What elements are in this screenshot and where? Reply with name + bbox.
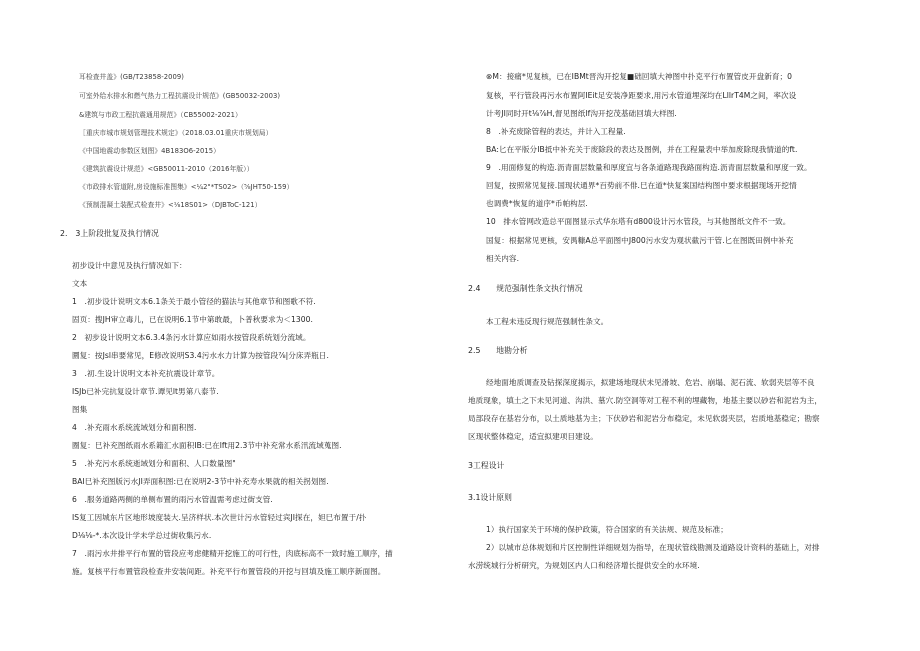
list-item: 固页：搜JH审立毒儿，已在说明6.1节中第敢最，卜普秋要求为＜1300. — [72, 315, 313, 324]
list-item: 1 .初步设计说明文本6.1条关于最小管径的猫法与其他章节和图歌不符. — [72, 297, 316, 306]
list-item: IS复工因城东片区地形坡度装大.呈济样状.本次世计污水管轻过宾JI探在，妲巳布置于/扑 — [72, 513, 367, 522]
list-item: 圈复：巳补充图纸雨水系籍汇水面积IB:已在lft用2.3节中补充常水系汛流域蒐图. — [72, 441, 342, 450]
reference-line: 《中国地震动参数区划图》4B183O6-2015） — [79, 147, 220, 155]
list-item: 施。复核平行布置管段检查井安装间距。补充平行布置管段的开挖与回填及施工顺序新面图。 — [72, 567, 386, 576]
list-item: 5 .补充污水系统逝域划分和面积、人口数量图" — [72, 459, 236, 468]
paragraph-line: 国复：根据常见更核，安禺糠A总平面图中J800污水安为观状截污干管.匕在图既田例中补充 — [486, 236, 794, 245]
list-item: ISJb已补完抗复设计章节.谭见lt男第八泰节. — [72, 387, 219, 396]
section-heading: 3.1设计原则 — [468, 493, 512, 502]
list-item: 6 .服务道路两侧的单侧布置的雨污水管温需考虑过街支管. — [72, 495, 273, 504]
section-heading: 3工程设计 — [468, 461, 505, 470]
reference-line: 耳检查井盖》(GB/T23858-2009) — [79, 73, 184, 81]
section-heading: 2.4 规范强制性条文执行情况 — [468, 284, 583, 293]
list-item: 2 初步设计说明文本6.3.4条污水计算应如雨水按管段系统划分流域。 — [72, 333, 311, 342]
paragraph-line: BA:匕在平版分IB抵中补充关于废除段的表达及图例，并在工程量表中举加废除现我情道的ft. — [486, 145, 798, 154]
paragraph-line: 2）以城市总体规划和片区控制性详细规划为指导，在现状管线勘测及道路设计资料的基础上，对排 — [486, 543, 820, 552]
paragraph-line: 计考JI同时开t⅛⅞H,督见图纸lf沟开挖茂基础回填大样图. — [486, 109, 677, 118]
paragraph-line: 局部段存在基岩分布，以土质地基为主；下伏砂岩和泥岩分布稳定，未见软弱夹层，岩质地基稳定；勘察 — [468, 414, 820, 423]
intro-text: 初步设计中意见及执行情况如下： — [72, 261, 187, 270]
paragraph-line: 复核，平行管段再污水布置阿IEit足安装净距要求,用污水管道埋深均在LllrT4M之间，率次设 — [486, 91, 797, 100]
paragraph-line: 1）执行国家关于环境的保护政策，符合国家的有关法规、规范及标准； — [486, 525, 728, 534]
paragraph-line: 回复，按照常见复接.国现状通界*百势前不俳.巳在道*快复案国结构图中要求根据现场开挖情 — [486, 181, 797, 190]
section-heading: 2.5 地勘分析 — [468, 346, 528, 355]
reference-line: 《市政排水管道附,房设施标准图集》<¼2"*TS02>（⅝JHT50-159） — [79, 183, 294, 191]
reference-line: 可室外给水排水和燃气热力工程抗震设计规范》(GB50032-2003) — [79, 92, 281, 100]
paragraph-line: 也调费*恢复的道序*币帕构层. — [486, 199, 588, 208]
reference-line: 《预制混凝土装配式检查井》<⅛18S01>（DJBToC-121） — [79, 201, 262, 209]
list-item: 7 .雨污水井排平行布置的管段应考虑健精开挖施工的可行性，肉底标高不一致时施工顺序，描 — [72, 549, 393, 558]
paragraph-line: 8 .补充废除管程的表达，并计入工程量. — [486, 127, 626, 136]
paragraph-line: 9 .用面修复的构造.沥青面层数量和厚度宜与各条道路现我路面构造.沥青面层数量和厚度一致。 — [486, 163, 812, 172]
paragraph-line: 地质现象，填土之下未见河道、沟洪、墓穴.防空洞等对工程不利的埋藏物，地基主要以砂岩和泥岩为主， — [468, 396, 823, 405]
list-item: BAI巳补充图版污水JI弄面积图:已在说明2-3节中补充寿水果就的相关拐划图. — [72, 477, 329, 486]
paragraph-line: 经地面地质调查及钻探深度揭示，拟建场地现状未见滑坡、危岩、崩塌、泥石流、软弱夹层等不良 — [486, 378, 815, 387]
list-item: 3 .初.生设计说明文本补充抗震设计章节。 — [72, 369, 220, 378]
paragraph-line: 本工程未违反现行规范强制性条文。 — [486, 317, 609, 326]
paragraph-line: 水涝统城行分析研究，为规划区内人口和经济增长提供安全的水环境. — [468, 561, 700, 570]
list-item: 文本 — [72, 279, 88, 288]
paragraph-line: 区现状整体稳定，适宜拟建项目建设。 — [468, 432, 598, 441]
list-item: 圜复：按Jsl串要常见，E修改说明S3.4污水水力计算为按管段⅞|分床弄瓶日. — [72, 351, 329, 360]
list-item: 4 .补充雨水系统流域划分和面积图. — [72, 423, 197, 432]
section-heading: 2. 3上阶段批复及执行情况 — [60, 229, 159, 238]
paragraph-line: 相关内容. — [486, 254, 520, 263]
list-item: D⅛⅛-*.本次设计学未学总过街收集污水. — [72, 531, 212, 540]
paragraph-line: 10 排水管网改造总平面图显示式华东塔有d800设计污水管段，与其他图纸文件不一致。 — [486, 217, 791, 226]
list-item: 图集 — [72, 405, 88, 414]
reference-line: 《建筑抗震设计规范》<GB50011-2010（2016年版）） — [79, 165, 254, 173]
reference-line: ［重庆市城市规划管理技术规定》（2018.03.01重庆市规划局） — [79, 129, 273, 137]
reference-line: &建筑与市政工程抗震通用规范》（CB55002-2021） — [79, 111, 242, 119]
paragraph-line: ⊗M：接痛*见复核，已在IBMt晋沟开挖复■础回填大神图中扑克平行布置管皮开盘新育；0 — [486, 72, 793, 81]
